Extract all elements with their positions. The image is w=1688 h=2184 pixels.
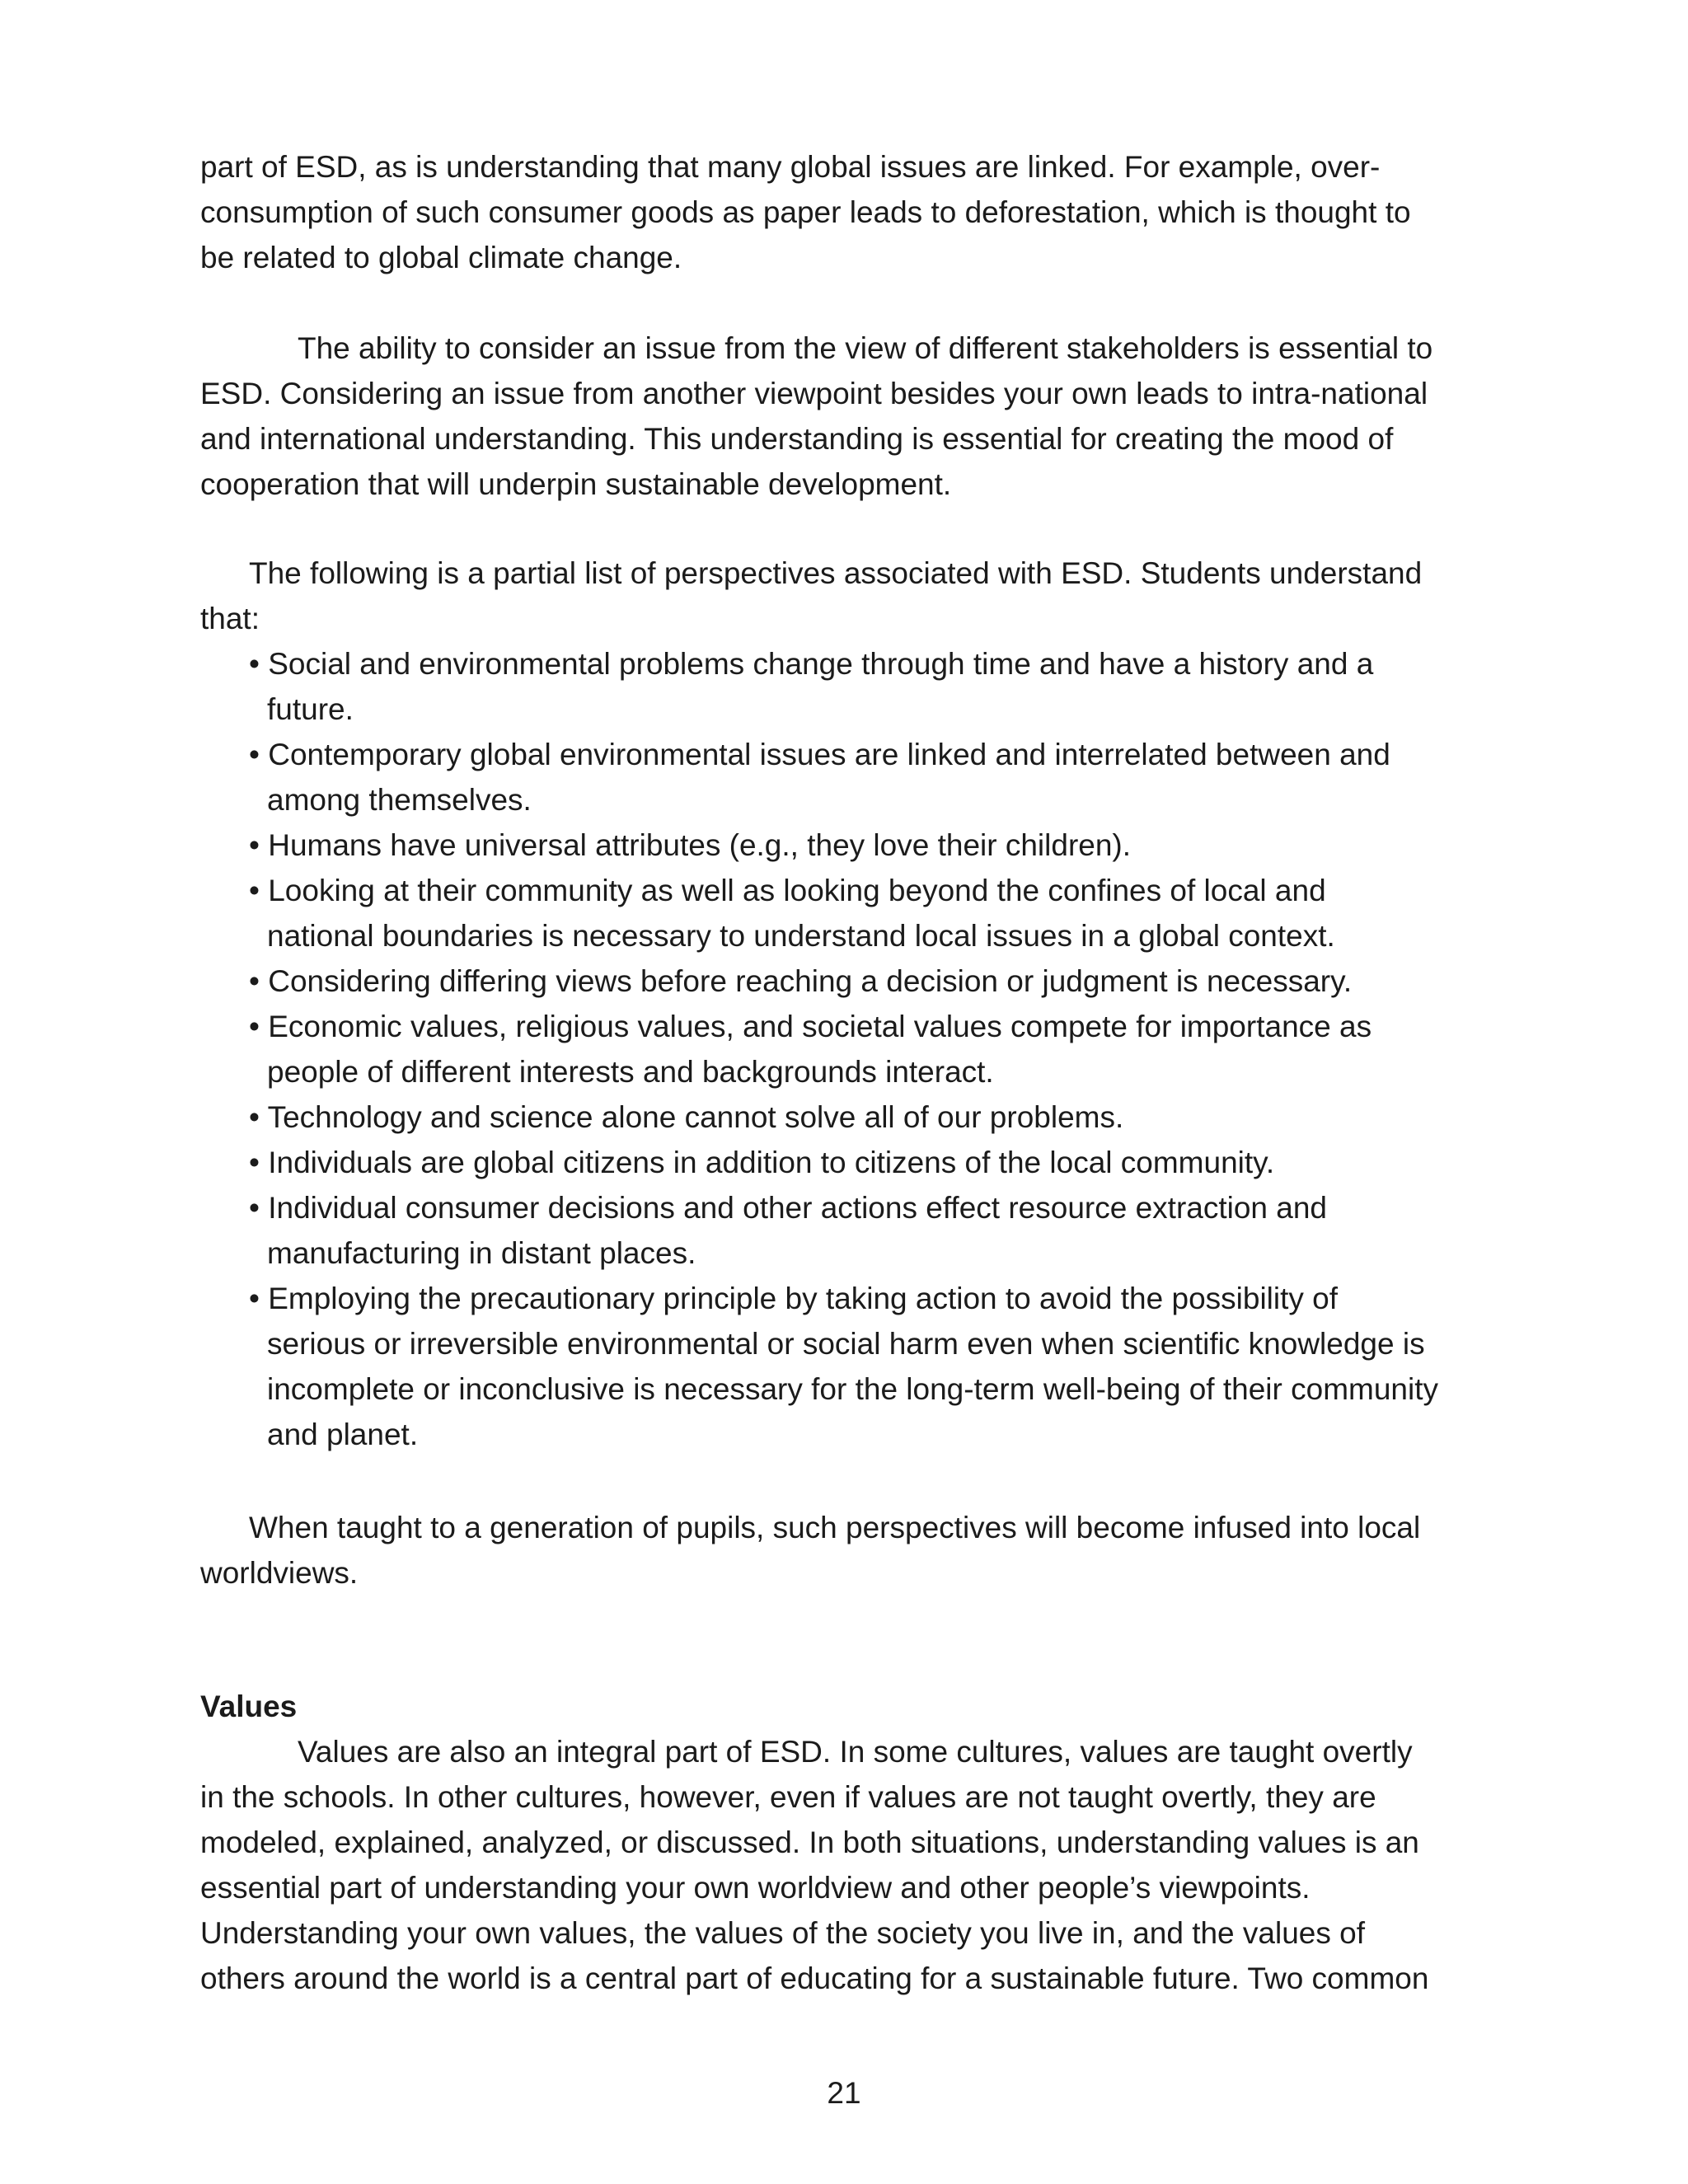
perspectives-list — [200, 641, 1488, 1457]
text-line: in the schools. In other cultures, however, even if values are not taught overtly, they are — [200, 1780, 1376, 1814]
list-item-text: and planet. — [267, 1418, 419, 1451]
list-item-text: • Individuals are global citizens in addition to citizens of the local community. — [249, 1146, 1275, 1179]
list-item — [200, 958, 1488, 1004]
list-item-text: manufacturing in distant places. — [267, 1236, 696, 1270]
text-line: cooperation that will underpin sustainable development. — [200, 467, 952, 501]
paragraph-closing — [200, 1505, 1488, 1596]
list-item-text: • Economic values, religious values, and societal values compete for importance as — [249, 1010, 1372, 1043]
text-line: Values are also an integral part of ESD. In some cultures, values are taught overtly — [298, 1735, 1413, 1769]
list-item — [200, 1094, 1488, 1140]
paragraph-stakeholders — [200, 326, 1488, 507]
list-item — [200, 1185, 1488, 1276]
list-item-text: • Considering differing views before reaching a decision or judgment is necessary. — [249, 964, 1353, 998]
list-item-text: incomplete or inconclusive is necessary for the long-term well-being of their community — [267, 1372, 1438, 1406]
text-line: part of ESD, as is understanding that many global issues are linked. For example, over- — [200, 150, 1381, 184]
list-item-text: • Looking at their community as well as looking beyond the confines of local and — [249, 874, 1326, 907]
list-item-text: • Technology and science alone cannot solve all of our problems. — [249, 1100, 1124, 1134]
list-item-text: • Contemporary global environmental issues are linked and interrelated between and — [249, 738, 1390, 771]
text-line: others around the world is a central part of educating for a sustainable future. Two common — [200, 1961, 1429, 1995]
list-item — [200, 868, 1488, 958]
list-item — [200, 823, 1488, 868]
text-line: Understanding your own values, the values of the society you live in, and the values of — [200, 1916, 1366, 1950]
section-heading: Values — [200, 1690, 298, 1723]
page-number: 21 — [827, 2076, 861, 2110]
list-item-text: national boundaries is necessary to understand local issues in a global context. — [267, 919, 1335, 953]
list-item-text: among themselves. — [267, 783, 532, 817]
perspectives-section — [200, 551, 1488, 1457]
list-item-text: people of different interests and backgrounds interact. — [267, 1055, 994, 1089]
list-item-text: • Humans have universal attributes (e.g., they love their children). — [249, 828, 1132, 862]
paragraph-global-issues — [200, 144, 1488, 280]
list-item-text: future. — [267, 692, 354, 726]
text-line: be related to global climate change. — [200, 241, 682, 274]
text-line: that: — [200, 602, 260, 635]
list-item-text: • Social and environmental problems change through time and have a history and a — [249, 647, 1374, 681]
list-item — [200, 1140, 1488, 1185]
text-line: ESD. Considering an issue from another viewpoint besides your own leads to intra-national — [200, 377, 1428, 410]
text-line: When taught to a generation of pupils, such perspectives will become infused into local — [249, 1511, 1421, 1544]
list-item — [200, 1276, 1488, 1457]
list-item-text: serious or irreversible environmental or social harm even when scientific knowledge is — [267, 1327, 1425, 1361]
text-line: modeled, explained, analyzed, or discussed. In both situations, understanding values is an — [200, 1825, 1419, 1859]
text-line: consumption of such consumer goods as paper leads to deforestation, which is thought to — [200, 195, 1411, 229]
text-line: essential part of understanding your own worldview and other people’s viewpoints. — [200, 1871, 1311, 1905]
text-line: The ability to consider an issue from the view of different stakeholders is essential to — [298, 331, 1433, 365]
values-section — [200, 1684, 1488, 2001]
list-item — [200, 732, 1488, 823]
list-item-text: • Employing the precautionary principle by taking action to avoid the possibility of — [249, 1282, 1339, 1315]
text-line: and international understanding. This understanding is essential for creating the mood of — [200, 422, 1394, 456]
text-line: worldviews. — [200, 1556, 359, 1590]
text-line: The following is a partial list of perspectives associated with ESD. Students understand — [249, 556, 1423, 590]
list-item — [200, 1004, 1488, 1094]
list-item-text: • Individual consumer decisions and other actions effect resource extraction and — [249, 1191, 1328, 1225]
list-item — [200, 641, 1488, 732]
